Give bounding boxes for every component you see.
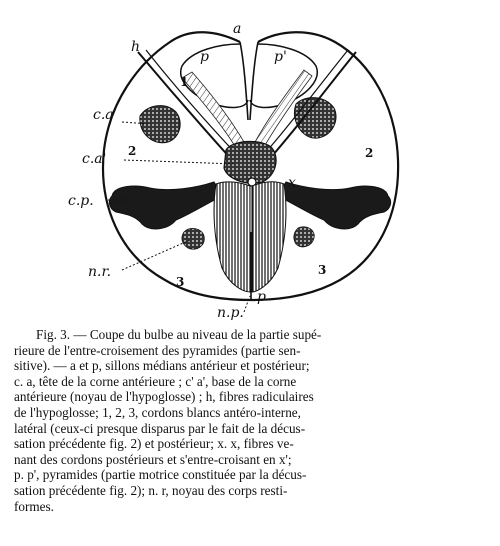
label-x: x.	[288, 175, 301, 191]
label-p-bottom: p	[257, 289, 266, 305]
label-2-right: 2	[365, 146, 374, 160]
caption-line-3: sitive). — a et p, sillons médians antérieur et postérieur;	[14, 358, 310, 374]
leader-line-ca-prime	[124, 160, 236, 164]
caption-line-6: de l'hypoglosse; 1, 2, 3, cordons blancs antéro-interne,	[14, 404, 301, 420]
label-h: h	[131, 39, 141, 55]
anterior-horn-left	[140, 106, 180, 143]
hypoglossal-root-right-b	[266, 50, 348, 152]
caption-line-5: antérieure (noyau de l'hypoglosse) ; h, fibres radiculaires	[14, 389, 314, 405]
label-p: p	[200, 49, 209, 65]
label-1: 1	[180, 75, 189, 89]
posterior-column-right	[252, 182, 286, 292]
label-np: n.p.	[217, 305, 244, 321]
figure-caption	[14, 327, 490, 514]
restiform-nucleus-right	[294, 227, 314, 247]
leader-line-nr	[122, 240, 190, 270]
caption-line-1: Fig. 3. — Coupe du bulbe au niveau de la partie supé-	[36, 327, 322, 342]
central-grey-matter	[224, 141, 276, 183]
label-p-prime: p'	[274, 49, 287, 65]
label-ca: c.a	[93, 107, 114, 123]
leader-line-np	[244, 296, 250, 312]
caption-line-8: sation précédente fig. 2) et postérieur; x. x, fibres ve-	[14, 436, 294, 452]
caption-line-9: nant des cordons postérieurs et s'entre-croisant en x';	[14, 451, 292, 467]
label-ca-prime: c.a'	[82, 151, 107, 167]
anterior-median-fissure	[240, 42, 258, 120]
label-3-left: 3	[176, 275, 185, 289]
caption-line-2: rieure de l'entre-croisement des pyramides (partie sen-	[14, 342, 301, 358]
restiform-nucleus-left	[182, 229, 204, 250]
caption-line-11: sation précédente fig. 2); n. r, noyau des corps resti-	[14, 482, 288, 498]
caption-line-10: p. p', pyramides (partie motrice constituée par la décus-	[14, 467, 307, 483]
posterior-column-left	[214, 182, 250, 292]
caption-line-4: c. a, tête de la corne antérieure ; c' a', base de la corne	[14, 373, 297, 389]
label-a: a	[233, 21, 242, 37]
caption-line-12: formes.	[14, 498, 54, 514]
label-nr: n.r.	[88, 264, 112, 280]
posterior-horn-left	[109, 182, 222, 229]
caption-line-7: latéral (ceux-ci presque disparus par le fait de la décus-	[14, 420, 306, 436]
label-cp: c.p.	[68, 193, 94, 209]
label-2-left: 2	[128, 144, 137, 158]
label-3-right: 3	[318, 263, 327, 277]
